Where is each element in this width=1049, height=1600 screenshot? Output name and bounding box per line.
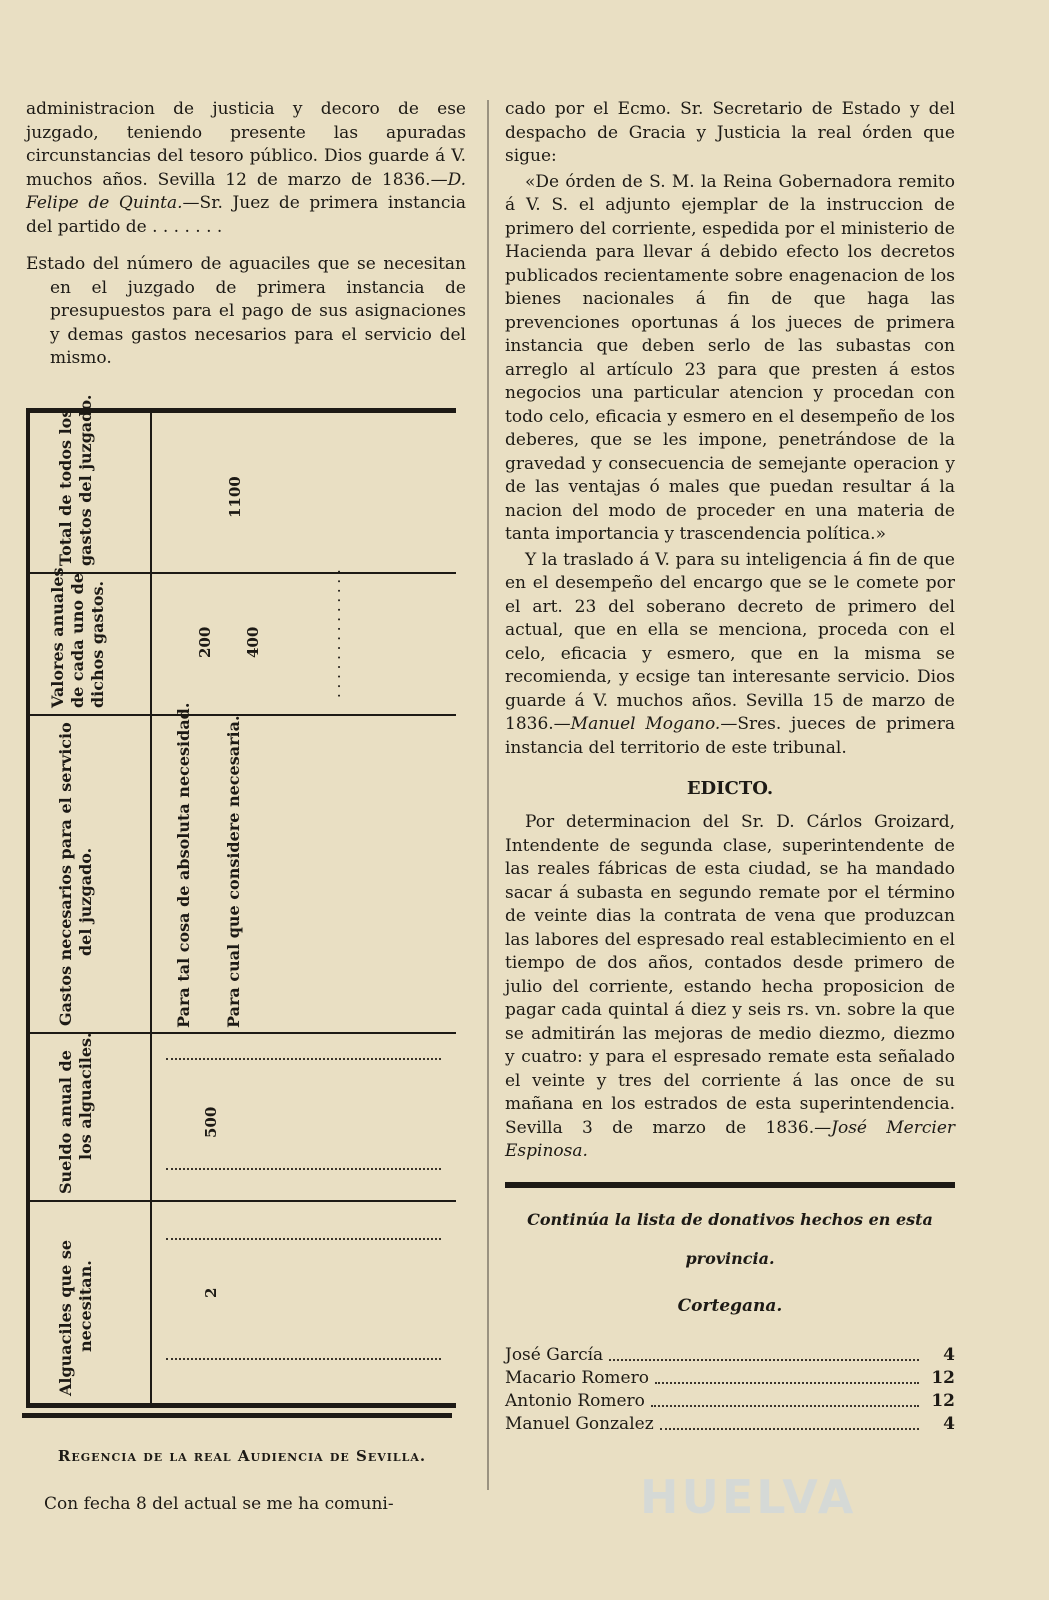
right-paragraph-3: Y la traslado á V. para su inteligencia á fin de que en el desempeño del encargo que se le comete por el art. 23 del soberano decreto de primero del actual, que en ella se menciona, proceda con el celo, eficacia y esmero, que en la misma se recomienda, y ecsige tan interesante servicio. Dios guarde á V. muchos años. Sevilla 15 de marzo de 1836.—Manuel Mogano.—Sres. jueces de primera instancia del territorio de este tribunal. (505, 549, 955, 758)
header-gastos: Gastos necesarios para el servicio del juzgado. (56, 722, 95, 1026)
right-column (505, 98, 955, 1436)
donor-amount: 12 (931, 1390, 955, 1411)
header-sueldo: Sueldo anual de los alguaciles. (56, 1032, 95, 1194)
list-item (505, 1413, 955, 1436)
donativos-title: Continúa la lista de donativos hechos en esta (527, 1209, 933, 1229)
donor-name: Macario Romero (505, 1367, 649, 1388)
donor-list (505, 1344, 955, 1436)
list-item (505, 1344, 955, 1367)
donativos-province: provincia. (685, 1248, 775, 1268)
town-cortegana: Cortegana. (677, 1295, 783, 1316)
value-valor-2: 400 (244, 626, 262, 658)
estado-heading: Estado del número de aguaciles que se necesitan en el juzgado de primera instancia de presupuestos para el pago de sus asignaciones y demas gastos necesarios para el servicio del mismo. (26, 254, 466, 368)
value-sueldo: 500 (202, 1106, 220, 1138)
alguaciles-table: Total de todos los gastos del juzgado. 1100 Valores anuales de cada uno de dichos gastos. 200 400 . . . . . . . . . . . . . . Gastos necesarios para el servicio del juzgado. Para tal cosa de absoluta necesidad. Para cual que considere necesaria. Sueldo anual de los alguaciles. 500 Alguaciles que se necesitan. 2 (26, 408, 456, 1408)
list-item (505, 1367, 955, 1390)
donor-amount: 4 (943, 1344, 955, 1365)
donor-name: Manuel Gonzalez (505, 1413, 654, 1434)
header-total: Total de todos los gastos del juzgado. (56, 394, 95, 566)
real-orden-quote: «De órden de S. M. la Reina Gobernadora remito á V. S. el adjunto ejemplar de la instruccion de primero del corriente, espedida por el ministerio de Hacienda para llevar á debido efecto los decretos publicados recientamente sobre enagenacion de los bienes nacionales á fin de que haga las prevenciones oportunas á los jueces de primera instancia que deben serlo de las subastas con arreglo al artículo 23 para que presten á estos negocios una particular atencion y procedan con todo celo, eficacia y esmero en el desempeño de los deberes, que se les impone, penetrándose de la gravedad y consecuencia de semejante operacion y de las ventajas ó males que puedan resultar á la nacion del modo de proceder en una materia de tanta importancia y trascendencia política.» (505, 171, 955, 544)
edicto-text: Por determinacion del Sr. D. Cárlos Groizard, Intendente de segunda clase, superintendente de las reales fábricas de esta ciudad, se ha mandado sacar á subasta en segundo remate por el término de veinte dias la contrata de vena que produzcan las labores del espresado real establecimiento en el tiempo de dos años, contados desde primero de julio del corriente, estando hecha proposicion de pagar cada quintal á diez y seis rs. vn. sobre la que se admitirán las mejoras de medio diezmo, diezmo y cuatro: y para el espresado remate esta señalado el veinte y tres del corriente á las once de su mañana en los estrados de esta superintendencia. Sevilla 3 de marzo de 1836.—José Mercier Espinosa. (505, 812, 956, 1161)
donor-name: Antonio Romero (505, 1390, 645, 1411)
column-divider (487, 100, 489, 1490)
list-item (505, 1390, 955, 1413)
header-valores: Valores anuales de cada uno de dichos gastos. (48, 567, 107, 708)
signature-mercier: —José Mercier Espinosa. (505, 1117, 956, 1161)
left-paragraph-1: administracion de justicia y decoro de ese juzgado, teniendo presente las apuradas circunstancias del tesoro público. Dios guarde á V. muchos años. Sevilla 12 de marzo de 1836.—D. Felipe de Quinta.—Sr. Juez de primera instancia del partido de . . . . . . . (26, 99, 467, 237)
signature-quinta: —D. Felipe de Quinta. (26, 169, 466, 213)
value-total: 1100 (226, 476, 244, 518)
signature-mogano: —Manuel Mogano. (553, 714, 721, 734)
regencia-heading: Regencia de la real Audiencia de Sevilla. (57, 1447, 427, 1465)
subheader-necesidad: Para tal cosa de absoluta necesidad. (174, 702, 193, 1028)
huelva-watermark: HUELVA (640, 1470, 857, 1524)
donor-name: José García (505, 1344, 604, 1365)
con-fecha-line: Con fecha 8 del actual se me ha comuni- (44, 1494, 394, 1514)
right-paragraph-1: cado por el Ecmo. Sr. Secretario de Estado y del despacho de Gracia y Justicia la real órden que sigue: (505, 99, 955, 166)
subheader-necesaria: Para cual que considere necesaria. (224, 715, 243, 1028)
section-rule (505, 1182, 955, 1188)
left-column (26, 98, 466, 371)
value-alguaciles: 2 (202, 1287, 220, 1298)
value-valor-1: 200 (196, 626, 214, 658)
donor-amount: 4 (943, 1413, 955, 1434)
header-alguaciles: Alguaciles que se necesitan. (56, 1239, 95, 1396)
edicto-title: EDICTO. (686, 778, 774, 799)
donor-amount: 12 (931, 1367, 955, 1388)
